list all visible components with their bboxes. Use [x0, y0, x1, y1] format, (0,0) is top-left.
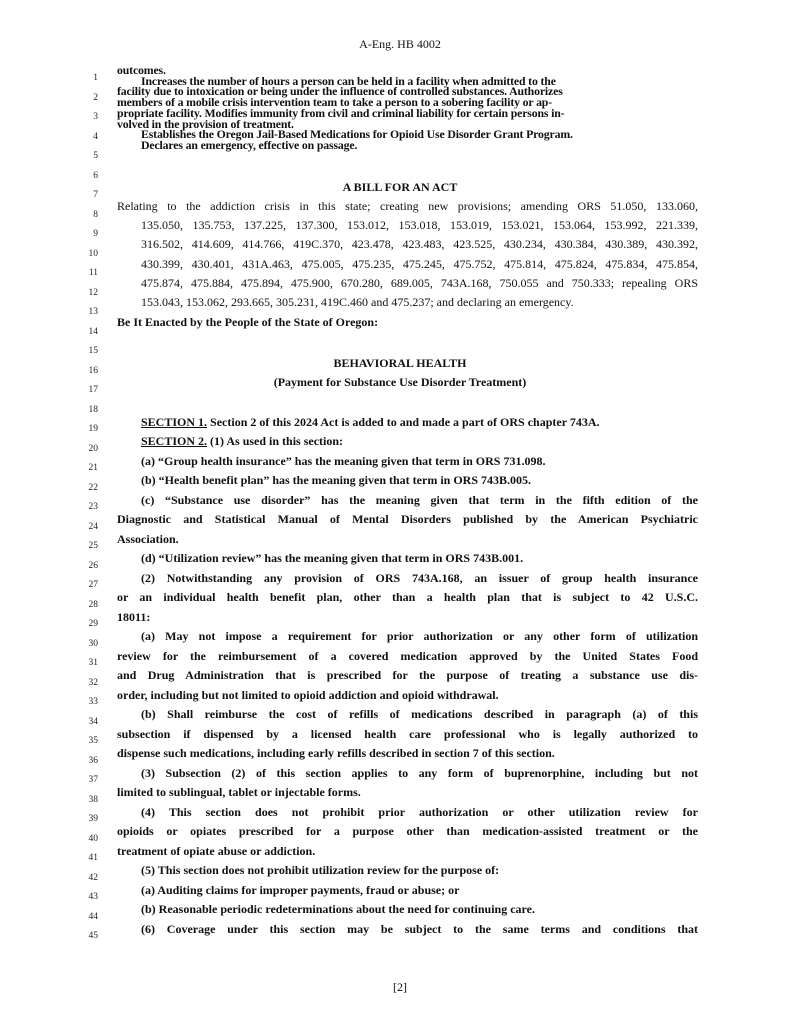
enacting-clause: Be It Enacted by the People of the State of Oregon:	[117, 315, 379, 329]
body-line: order, including but not limited to opioid addiction and opioid withdrawal.	[117, 688, 499, 702]
line-number: 3	[93, 112, 98, 122]
body-line: review for the reimbursement of a covered medication approved by the United States Food	[117, 649, 698, 663]
line-number: 35	[88, 736, 98, 746]
line-number: 24	[88, 521, 98, 532]
section-1-text: Section 2 of this 2024 Act is added to and made a part of ORS chapter 743A.	[207, 415, 600, 429]
line-number: 41	[88, 853, 98, 863]
line-number: 45	[88, 931, 98, 941]
body-line: Association.	[117, 532, 179, 546]
body-line: (3) Subsection (2) of this section applies to any form of buprenorphine, including but not	[141, 766, 698, 780]
relating-clause-line: 153.043, 153.062, 293.665, 305.231, 419C.460 and 475.237; and declaring an emergency.	[141, 295, 574, 309]
body-line: subsection if dispensed by a licensed health care professional who is legally authorized to	[117, 727, 698, 741]
summary-line: Increases the number of hours a person can be held in a facility when admitted to the	[141, 74, 556, 88]
body-line: (d) “Utilization review” has the meaning given that term in ORS 743B.001.	[141, 551, 524, 565]
summary-line: members of a mobile crisis intervention team to take a person to a sobering facility or ap-	[117, 95, 553, 109]
body-line: (4) This section does not prohibit prior authorization or other utilization review for	[141, 805, 698, 819]
body-line: (a) Auditing claims for improper payments, fraud or abuse; or	[141, 883, 460, 897]
summary-line: Establishes the Oregon Jail-Based Medications for Opioid Use Disorder Grant Program.	[141, 127, 573, 141]
body-line: (a) “Group health insurance” has the meaning given that term in ORS 731.098.	[141, 454, 546, 468]
summary-line: propriate facility. Modifies immunity from civil and criminal liability for certain persons in-	[117, 106, 565, 120]
body-line: Diagnostic and Statistical Manual of Mental Disorders published by the American Psychiatric	[117, 512, 698, 526]
section-2-text: (1) As used in this section:	[207, 434, 344, 448]
summary-line: facility due to intoxication or being under the influence of controlled substances. Authorizes	[117, 84, 563, 98]
line-number: 33	[88, 697, 98, 707]
line-number: 20	[88, 443, 98, 454]
section-1	[141, 415, 600, 430]
line-number: 25	[88, 541, 98, 551]
body-line: or an individual health benefit plan, other than a health plan that is subject to 42 U.S.C.	[117, 590, 698, 604]
body-line: limited to sublingual, tablet or injectable forms.	[117, 785, 361, 799]
line-number: 40	[88, 833, 98, 844]
line-number: 9	[93, 229, 98, 239]
line-number: 30	[88, 638, 98, 649]
section-2	[141, 434, 343, 449]
summary-line: volved in the provision of treatment.	[117, 117, 294, 131]
body-line: (b) Shall reimburse the cost of refills of medications described in paragraph (a) of this	[141, 707, 698, 721]
line-number: 10	[88, 248, 98, 259]
line-number: 31	[88, 658, 98, 668]
bill-heading: A BILL FOR AN ACT	[342, 180, 458, 194]
body-line: (b) Reasonable periodic redeterminations about the need for continuing care.	[141, 902, 535, 916]
body-line: (6) Coverage under this section may be subject to the same terms and conditions that	[141, 922, 698, 936]
line-number: 15	[88, 346, 98, 356]
body-line: (c) “Substance use disorder” has the meaning given that term in the fifth edition of the	[141, 493, 698, 507]
line-number: 7	[93, 190, 98, 200]
line-number: 29	[88, 619, 98, 629]
line-number: 1	[93, 73, 98, 83]
line-number: 5	[93, 151, 98, 161]
line-number: 2	[93, 92, 98, 103]
line-number: 32	[88, 677, 98, 688]
relating-clause-line: 316.502, 414.609, 414.766, 419C.370, 423.478, 423.483, 423.525, 430.234, 430.384, 430.389, 430.392,	[141, 237, 698, 251]
section-1-label: SECTION 1.	[141, 415, 208, 429]
body-line: (b) “Health benefit plan” has the meaning given that term in ORS 743B.005.	[141, 473, 532, 487]
line-number: 13	[88, 307, 98, 317]
line-number: 22	[88, 482, 98, 493]
line-number: 36	[88, 755, 98, 766]
line-number: 27	[88, 580, 98, 590]
summary-line: outcomes.	[117, 63, 166, 77]
line-number: 17	[88, 385, 98, 395]
line-number: 14	[88, 326, 98, 337]
line-number: 38	[88, 794, 98, 805]
line-number: 6	[93, 170, 98, 181]
body-line: (a) May not impose a requirement for prior authorization or any other form of utilization	[141, 629, 698, 643]
line-number: 4	[93, 131, 98, 142]
line-number: 21	[88, 463, 98, 473]
line-number: 28	[88, 599, 98, 610]
section-heading: BEHAVIORAL HEALTH	[333, 356, 467, 370]
relating-clause-line: 475.874, 475.884, 475.894, 475.900, 670.280, 689.005, 743A.168, 750.055 and 750.333; repealing ORS	[141, 276, 698, 290]
line-number: 16	[88, 365, 98, 376]
page-number: [2]	[393, 980, 407, 994]
summary-line: Declares an emergency, effective on passage.	[141, 138, 358, 152]
body-line: opioids or opiates prescribed for a purpose other than medication-assisted treatment or the	[117, 824, 698, 838]
section-2-label: SECTION 2.	[141, 434, 208, 448]
line-number: 19	[88, 424, 98, 434]
line-number: 43	[88, 892, 98, 902]
relating-clause-line: Relating to the addiction crisis in this state; creating new provisions; amending ORS 51.050, 133.060,	[117, 199, 698, 213]
document-header: A-Eng. HB 4002	[359, 37, 441, 51]
line-number: 34	[88, 716, 98, 727]
section-subheading: (Payment for Substance Use Disorder Treatment)	[273, 375, 527, 389]
body-line: and Drug Administration that is prescribed for the purpose of treating a substance use dis-	[117, 668, 698, 682]
line-number: 44	[88, 911, 98, 922]
body-line: (2) Notwithstanding any provision of ORS 743A.168, an issuer of group health insurance	[141, 571, 698, 585]
line-number: 37	[88, 775, 98, 785]
line-number: 39	[88, 814, 98, 824]
line-number: 11	[88, 268, 98, 278]
body-line: treatment of opiate abuse or addiction.	[117, 844, 316, 858]
relating-clause-line: 430.399, 430.401, 431A.463, 475.005, 475.235, 475.245, 475.752, 475.814, 475.824, 475.834, 475.854,	[141, 257, 698, 271]
line-number: 8	[93, 209, 98, 220]
body-line: (5) This section does not prohibit utilization review for the purpose of:	[141, 863, 500, 877]
line-number: 23	[88, 502, 98, 512]
body-line: dispense such medications, including early refills described in section 7 of this section.	[117, 746, 555, 760]
line-number: 18	[88, 404, 98, 415]
line-number: 26	[88, 560, 98, 571]
relating-clause-line: 135.050, 135.753, 137.225, 137.300, 153.012, 153.018, 153.019, 153.021, 153.064, 153.992, 221.339,	[141, 218, 698, 232]
body-line: 18011:	[117, 610, 151, 624]
line-number: 42	[88, 872, 98, 883]
line-number: 12	[88, 287, 98, 298]
